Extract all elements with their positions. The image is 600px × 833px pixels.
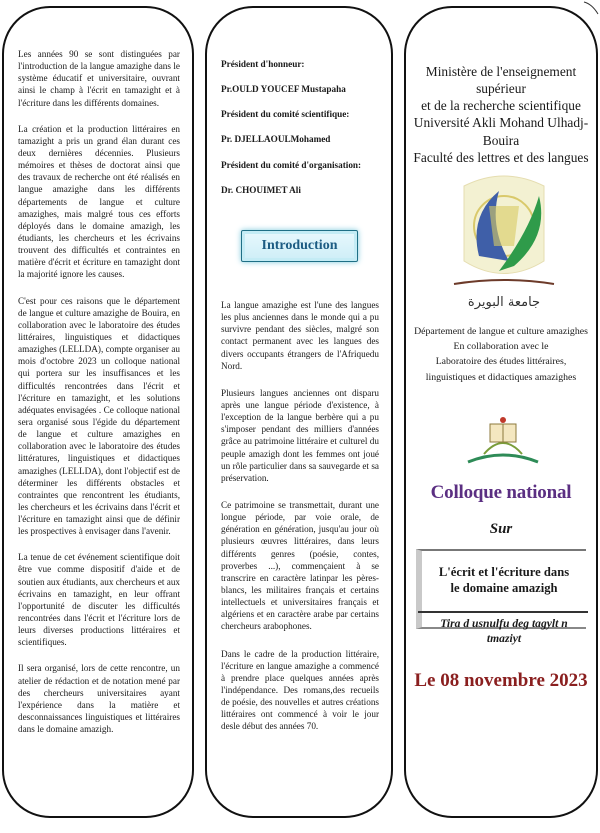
paragraph: Dans le cadre de la production littéraire, l'écriture en langue amazighe a commencé à prendre place quelques années après l'indépendance. Des romans,des recueils de poésie, des nouvelles et autres créations littéraires ont commencé à voir le jour desle début des années 70. xyxy=(221,648,379,732)
university-emblem-logo xyxy=(444,166,564,316)
emblem-arabic-text: جامعة البويرة xyxy=(467,295,541,310)
organizer-info xyxy=(414,324,588,385)
laboratory-name: Laboratoire des études littéraires, xyxy=(435,356,567,368)
paragraph: Plusieurs langues anciennes ont disparu après une langue période d'existence, à l'exception de la langue berbère qui a pu s'imposer pendant des milliers d'années grâce au patrimoine littéraire et culturel du peuple amazigh dont les femmes ont joué un rôle particulier dans sa sauvegarde et sa préservation. xyxy=(221,387,379,483)
introduction-heading: Introduction xyxy=(261,238,338,253)
introduction-text xyxy=(221,299,379,748)
paragraph: Il sera organisé, lors de cette rencontre, un atelier de rédaction et de notation mené par des chercheurs universitaires ayant l'expérience dans la matière et desconnaissances linguistiques et littéraires dans le domaine amazigh. xyxy=(18,663,180,735)
honorary-name: Pr.OULD YOUCEF Mustapaha xyxy=(221,84,346,95)
cover-panel xyxy=(404,6,598,818)
introduction-heading-box xyxy=(241,230,358,262)
theme-tamazight: Tira d usnulfu deg tagylt n tmaziyt xyxy=(440,617,568,646)
faculty-name: Faculté des lettres et des langues xyxy=(413,149,589,165)
paragraph: La création et la production littéraires en tamazight a pris un grand élan durant ces deux dernières décennies. Plusieurs mémoires et thèses de doctorat ainsi que des travaux de recherche ont été réalisés en langue amazighe dans les différents départements de langue et culture amazighes, mais malgré tous ces efforts déployés dans le domaine amazigh, les étudiants, les chercheurs et les écrivains trouvent des difficultés et contraintes en matière d'écrit et écriture en tamazight dont la majorité ignore les causes. xyxy=(18,123,180,280)
middle-panel xyxy=(205,6,393,818)
theme-divider xyxy=(418,611,588,613)
honorary-label: Président d'honneur: xyxy=(221,59,305,69)
scientific-name: Pr. DJELLAOULMohamed xyxy=(221,134,331,145)
organizing-label: Président du comité d'organisation: xyxy=(221,159,362,170)
lellda-logo xyxy=(464,412,542,470)
event-date: Le 08 novembre 2023 xyxy=(414,670,588,691)
left-panel-text xyxy=(18,48,180,749)
laboratory-name-cont: linguistiques et didactiques amazighes xyxy=(425,371,577,383)
event-sur: Sur xyxy=(489,521,513,537)
pen-mark-icon xyxy=(580,0,600,20)
left-panel xyxy=(2,6,194,818)
committee-list xyxy=(221,58,379,209)
university-name: Université Akli Mohand Ulhadj- xyxy=(413,115,589,131)
ministry-line: et de la recherche scientifique xyxy=(421,98,581,114)
paragraph: C'est pour ces raisons que le département de langue et culture amazighe de Bouira, en collaboration avec le laboratoire des études littéraires, linguistiques et didactiques amazighes (LELLDA), compte organiser au mois d'octobre 2023 un colloque national qui portera sur les insuffisances et les difficultés rencontrées dans l'écrit et l'écriture en tamazight, et les solutions adéquates envisagées . Ce colloque national sera organisé sous l'égide du département de langue et culture amazighes en collaboration avec le laboratoire des études littératures, linguistiques et didactiques amazighes (LELLDA), dont l'objectif est de déterminer les différents obstacles et contraintes que rencontrent les étudiants, les chercheurs et les écrivains dans l'écrit et l'écriture en tamazight ainsi que de définir les prospectives à envisager dans l'avenir. xyxy=(18,295,180,537)
department-name: Département de langue et culture amazighes xyxy=(414,326,588,337)
organizing-name: Dr. CHOUIMET Ali xyxy=(221,184,301,195)
theme-line-1: L'écrit et l'écriture dans xyxy=(438,565,570,579)
scientific-label: Président du comité scientifique: xyxy=(221,109,350,120)
theme-line-2: le domaine amazigh xyxy=(450,580,558,595)
ministry-line: Ministère de l'enseignement supérieur xyxy=(425,64,577,97)
collaboration-text: En collaboration avec le xyxy=(453,341,549,353)
paragraph: Ce patrimoine se transmettait, durant une longue période, par voie orale, de génération en génération, jusqu'au jour où plusieurs œuvres littéraires, dans leurs différents genres (poésie, contes, proverbes ...), commençaient à se transcrire en caractère latinpar les pères-blancs, les militaires français et certains intellectuels et universitaires français et algériens et en caractère arabe par certains chercheurs arabophones. xyxy=(221,499,379,632)
paragraph: Les années 90 se sont distinguées par l'introduction de la langue amazighe dans le système éducatif et universitaire, ouvrant ainsi le champ à l'écrit en tamazight et à l'écriture dans les différents domaines. xyxy=(18,49,180,108)
paragraph: La langue amazighe est l'une des langues les plus anciennes dans le monde qui a pu survivre pendant des siècles, malgré son contact permanent avec les langues des divers occupants étrangers de l'Afriquedu Nord. xyxy=(221,300,379,371)
paragraph: La tenue de cet événement scientifique doit être vue comme dispositif d'aide et de soutien aux étudiants, aux chercheurs et aux écrivains en tamazight, en leur offrant l'opportunité de discuter les difficultés rencontrées dans l'écrit et l'écriture lors de leurs diverses productions littéraires et scientifiques. xyxy=(18,552,181,648)
university-city: Bouira xyxy=(482,132,520,148)
institution-header xyxy=(412,63,590,166)
event-title: Colloque national xyxy=(430,482,572,503)
